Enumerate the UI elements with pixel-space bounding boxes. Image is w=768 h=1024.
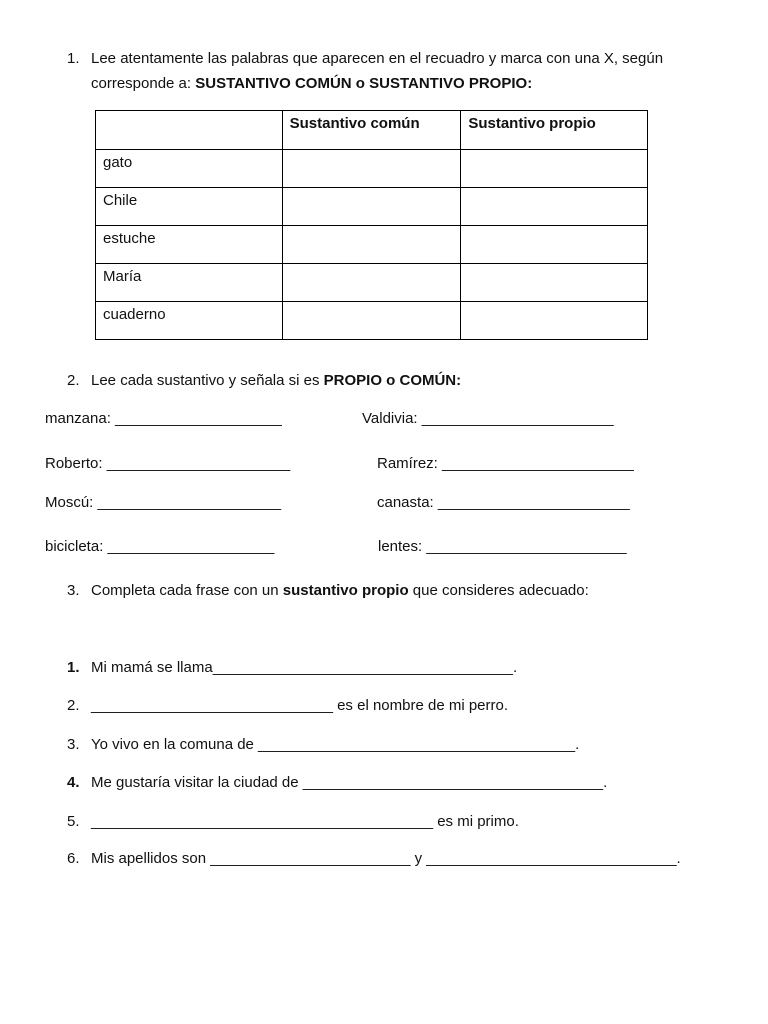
sentence-number: 1. — [67, 659, 80, 676]
table-row — [96, 150, 648, 188]
sentence-number: 5. — [67, 813, 80, 830]
q2-instruction-bold: PROPIO o COMÚN: — [323, 372, 462, 389]
table-word: cuaderno — [96, 302, 283, 340]
table-cell-propio[interactable] — [461, 226, 648, 264]
classification-table — [95, 110, 648, 340]
q3-number: 3. — [67, 582, 80, 599]
q1-instruction: Lee atentamente las palabras que aparecen en el recuadro y marca con una X, según — [91, 50, 664, 67]
table-row — [96, 302, 648, 340]
sentence-number: 4. — [67, 774, 80, 791]
q2-instruction — [91, 372, 461, 389]
table-row — [96, 264, 648, 302]
table-header-row — [96, 111, 648, 150]
q2-instruction-text: Lee cada sustantivo y señala si es — [91, 372, 324, 389]
table-word: estuche — [96, 226, 283, 264]
sentence-3[interactable]: Yo vivo en la comuna de ______________________________________. — [91, 736, 580, 753]
sentence-number: 6. — [67, 850, 80, 867]
q2-item-lentes[interactable]: lentes: ________________________ — [378, 538, 627, 555]
table-word: gato — [96, 150, 283, 188]
q2-item-ramirez[interactable]: Ramírez: _______________________ — [377, 455, 634, 472]
table-header-empty — [96, 111, 283, 150]
sentence-number: 3. — [67, 736, 80, 753]
table-word: Chile — [96, 188, 283, 226]
sentence-4[interactable]: Me gustaría visitar la ciudad de ____________________________________. — [91, 774, 608, 791]
sentence-1[interactable]: Mi mamá se llama____________________________________. — [91, 659, 518, 676]
q2-item-moscu[interactable]: Moscú: ______________________ — [45, 494, 282, 511]
q3-instruction-bold: sustantivo propio — [282, 582, 409, 599]
table-cell-comun[interactable] — [282, 264, 461, 302]
q1-instruction-bold: SUSTANTIVO COMÚN o SUSTANTIVO PROPIO: — [195, 75, 533, 92]
table-cell-comun[interactable] — [282, 302, 461, 340]
table-cell-propio[interactable] — [461, 150, 648, 188]
q2-item-valdivia[interactable]: Valdivia: _______________________ — [362, 410, 614, 427]
q1-number: 1. — [67, 50, 80, 67]
table-cell-propio[interactable] — [461, 302, 648, 340]
table-row — [96, 188, 648, 226]
q1-instruction-line2 — [91, 75, 532, 92]
table-cell-propio[interactable] — [461, 188, 648, 226]
q2-item-roberto[interactable]: Roberto: ______________________ — [45, 455, 291, 472]
table-cell-comun[interactable] — [282, 188, 461, 226]
q2-item-manzana[interactable]: manzana: ____________________ — [45, 410, 282, 427]
table-cell-comun[interactable] — [282, 226, 461, 264]
q2-item-canasta[interactable]: canasta: _______________________ — [377, 494, 630, 511]
sentence-5[interactable]: _________________________________________ es mi primo. — [91, 813, 519, 830]
table-cell-propio[interactable] — [461, 264, 648, 302]
q3-instruction-end: que consideres adecuado: — [408, 582, 589, 599]
table-row — [96, 226, 648, 264]
q3-instruction-text: Completa cada frase con un — [91, 582, 283, 599]
q1-instruction-line2-text: corresponde a: — [91, 75, 196, 92]
table-word: María — [96, 264, 283, 302]
sentence-6[interactable]: Mis apellidos son ________________________ y ______________________________. — [91, 850, 681, 867]
table-cell-comun[interactable] — [282, 150, 461, 188]
table-header-comun: Sustantivo común — [282, 111, 461, 150]
sentence-2[interactable]: _____________________________ es el nombre de mi perro. — [91, 697, 509, 714]
sentence-number: 2. — [67, 697, 80, 714]
q2-item-bicicleta[interactable]: bicicleta: ____________________ — [45, 538, 275, 555]
q3-instruction — [91, 582, 589, 599]
q2-number: 2. — [67, 372, 80, 389]
table-header-propio: Sustantivo propio — [461, 111, 648, 150]
